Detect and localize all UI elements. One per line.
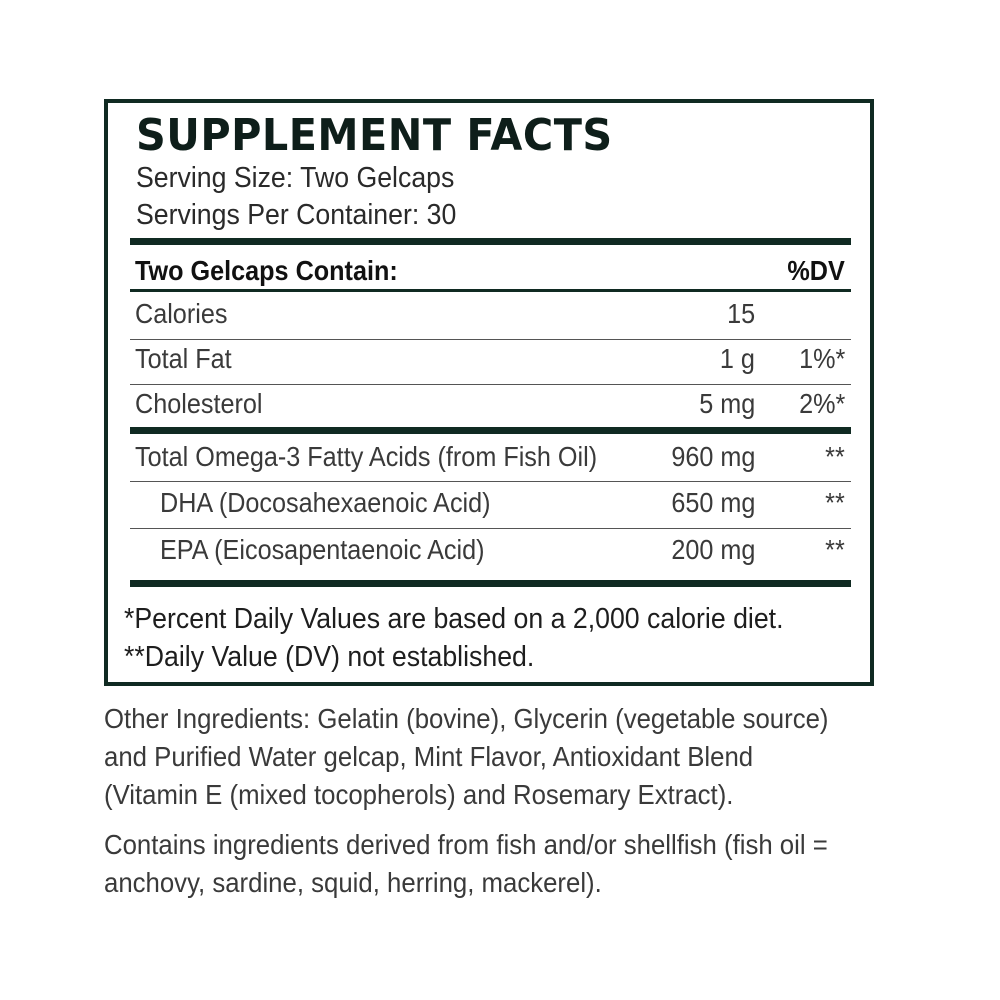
nutrient-amount-omega-3: 960 mg: [670, 441, 755, 472]
divider-thin: [130, 339, 851, 340]
nutrient-name-total-fat: Total Fat: [135, 343, 232, 374]
nutrient-name-omega-3: Total Omega-3 Fatty Acids (from Fish Oil): [135, 441, 598, 472]
divider-medium: [130, 289, 851, 292]
dv-header: %DV: [787, 255, 845, 286]
divider-thin: [130, 528, 851, 529]
nutrient-amount-total-fat: 1 g: [719, 343, 755, 374]
divider-thick: [130, 427, 851, 434]
other-ingredients: [104, 700, 934, 814]
divider-thick: [130, 580, 851, 587]
nutrient-dv-epa: **: [825, 534, 845, 565]
footnote-dv-not-established: **Daily Value (DV) not established.: [124, 641, 535, 673]
nutrient-name-dha: DHA (Docosahexaenoic Acid): [160, 487, 491, 518]
nutrient-dv-omega-3: **: [825, 441, 845, 472]
nutrient-name-calories: Calories: [135, 298, 228, 329]
nutrient-dv-total-fat: 1%*: [798, 343, 845, 374]
allergen-statement-line: Contains ingredients derived from fish and/or shellfish (fish oil =: [104, 829, 828, 860]
nutrient-dv-cholesterol: 2%*: [798, 388, 845, 419]
divider-thin: [130, 481, 851, 482]
panel-title: SUPPLEMENT FACTS: [136, 110, 613, 161]
nutrient-dv-dha: **: [825, 487, 845, 518]
allergen-statement: [104, 826, 934, 902]
other-ingredients-line: (Vitamin E (mixed tocopherols) and Rosemary Extract).: [104, 779, 734, 810]
nutrient-name-epa: EPA (Eicosapentaenoic Acid): [160, 534, 485, 565]
nutrient-amount-calories: 15: [726, 298, 755, 329]
supplement-facts-panel: [104, 99, 874, 686]
nutrient-amount-epa: 200 mg: [670, 534, 755, 565]
nutrient-amount-dha: 650 mg: [670, 487, 755, 518]
divider-thick: [130, 238, 851, 245]
divider-thin: [130, 384, 851, 385]
other-ingredients-line: and Purified Water gelcap, Mint Flavor, Antioxidant Blend: [104, 741, 754, 772]
amount-header: Two Gelcaps Contain:: [135, 255, 398, 286]
footnote-percent-dv: *Percent Daily Values are based on a 2,000 calorie diet.: [124, 603, 784, 635]
nutrient-amount-cholesterol: 5 mg: [698, 388, 755, 419]
allergen-statement-line: anchovy, sardine, squid, herring, mackerel).: [104, 867, 602, 898]
servings-per-container: Servings Per Container: 30: [136, 199, 457, 231]
other-ingredients-line: Other Ingredients: Gelatin (bovine), Glycerin (vegetable source): [104, 703, 829, 734]
nutrient-name-cholesterol: Cholesterol: [135, 388, 263, 419]
serving-size: Serving Size: Two Gelcaps: [136, 162, 455, 194]
